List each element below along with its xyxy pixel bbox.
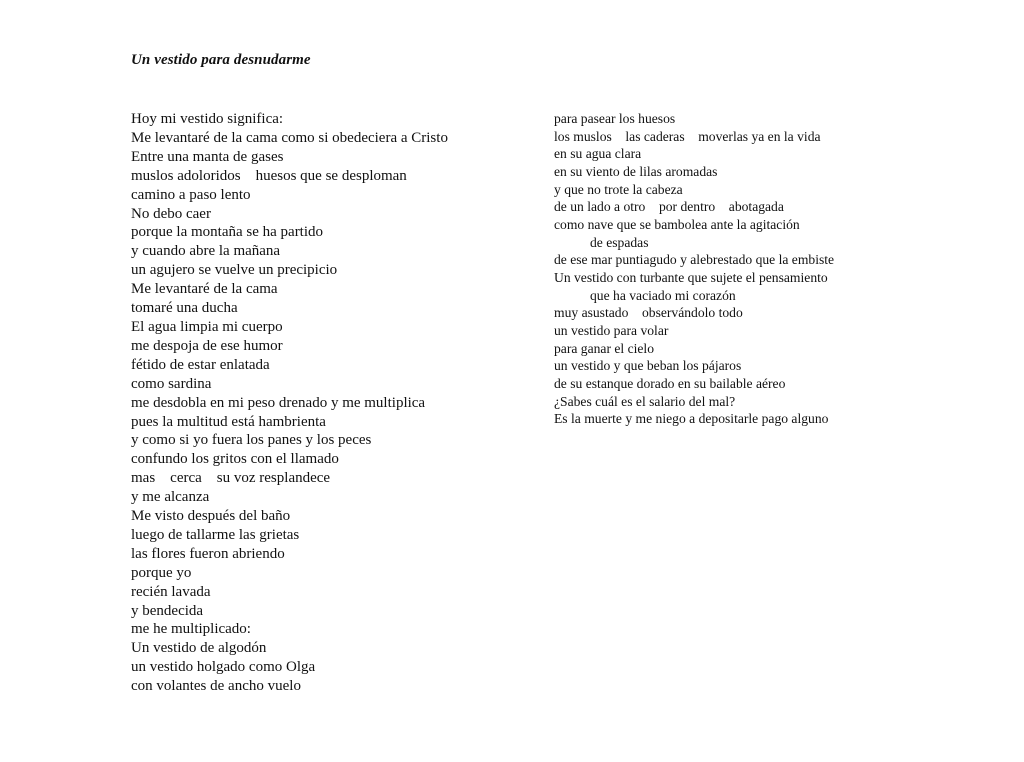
poem-line: y como si yo fuera los panes y los peces	[131, 432, 372, 449]
poem-line: Hoy mi vestido significa:	[131, 111, 284, 127]
poem-line-indented: de espadas	[590, 234, 649, 250]
poem-line: Me visto después del baño	[131, 508, 291, 525]
poem-line: porque yo	[131, 564, 192, 581]
poem-line-indented: que ha vaciado mi corazón	[590, 287, 736, 303]
poem-line: con volantes de ancho vuelo	[131, 678, 301, 695]
poem-line: confundo los gritos con el llamado	[131, 451, 339, 468]
poem-column-right	[554, 110, 994, 428]
poem-title: Un vestido para desnudarme	[131, 52, 311, 68]
poem-line: muslos adoloridos huesos que se desploman	[131, 167, 407, 184]
poem-line: Un vestido de algodón	[131, 640, 267, 657]
poem-line: Me levantaré de la cama como si obedeciera a Cristo	[131, 129, 448, 146]
poem-line: un vestido para volar	[554, 322, 669, 338]
poem-line: pues la multitud está hambrienta	[131, 413, 326, 430]
poem-line: porque la montaña se ha partido	[131, 224, 324, 241]
poem-line: las flores fueron abriendo	[131, 545, 285, 562]
poem-line: fétido de estar enlatada	[131, 356, 270, 373]
poem-column-left	[131, 110, 531, 696]
poem-line: un agujero se vuelve un precipicio	[131, 262, 338, 279]
poem-line: y que no trote la cabeza	[554, 181, 683, 197]
poem-line: los muslos las caderas moverlas ya en la vida	[554, 128, 821, 144]
poem-line: y me alcanza	[131, 489, 210, 506]
poem-line: mas cerca su voz resplandece	[131, 470, 331, 487]
poem-line: para ganar el cielo	[554, 340, 655, 356]
poem-line: en su agua clara	[554, 146, 642, 162]
poem-line: como sardina	[131, 375, 212, 392]
poem-line: de ese mar puntiagudo y alebrestado que la embiste	[554, 252, 835, 268]
poem-line: muy asustado observándolo todo	[554, 305, 743, 321]
poem-line: Entre una manta de gases	[131, 148, 284, 165]
poem-line: y bendecida	[131, 602, 204, 619]
poem-line: ¿Sabes cuál es el salario del mal?	[554, 393, 736, 409]
poem-line: recién lavada	[131, 583, 211, 600]
poem-line: luego de tallarme las grietas	[131, 526, 300, 543]
poem-line: un vestido y que beban los pájaros	[554, 358, 742, 374]
poem-line: me despoja de ese humor	[131, 337, 283, 354]
poem-line: de su estanque dorado en su bailable aéreo	[554, 375, 786, 391]
poem-line: me desdobla en mi peso drenado y me multiplica	[131, 394, 426, 411]
poem-line: tomaré una ducha	[131, 300, 238, 317]
poem-line: camino a paso lento	[131, 186, 251, 203]
poem-line: un vestido holgado como Olga	[131, 659, 316, 676]
poem-line: Un vestido con turbante que sujete el pensamiento	[554, 269, 828, 285]
poem-line: de un lado a otro por dentro abotagada	[554, 199, 784, 215]
poem-line: No debo caer	[131, 205, 211, 222]
poem-line: para pasear los huesos	[554, 111, 676, 126]
poem-line: me he multiplicado:	[131, 621, 251, 638]
poem-line: en su viento de lilas aromadas	[554, 163, 718, 179]
poem-line: Me levantaré de la cama	[131, 281, 278, 298]
poem-line: El agua limpia mi cuerpo	[131, 318, 283, 335]
poem-line: Es la muerte y me niego a depositarle pago alguno	[554, 411, 829, 427]
poem-line: como nave que se bambolea ante la agitación	[554, 216, 800, 232]
poem-line: y cuando abre la mañana	[131, 243, 281, 260]
